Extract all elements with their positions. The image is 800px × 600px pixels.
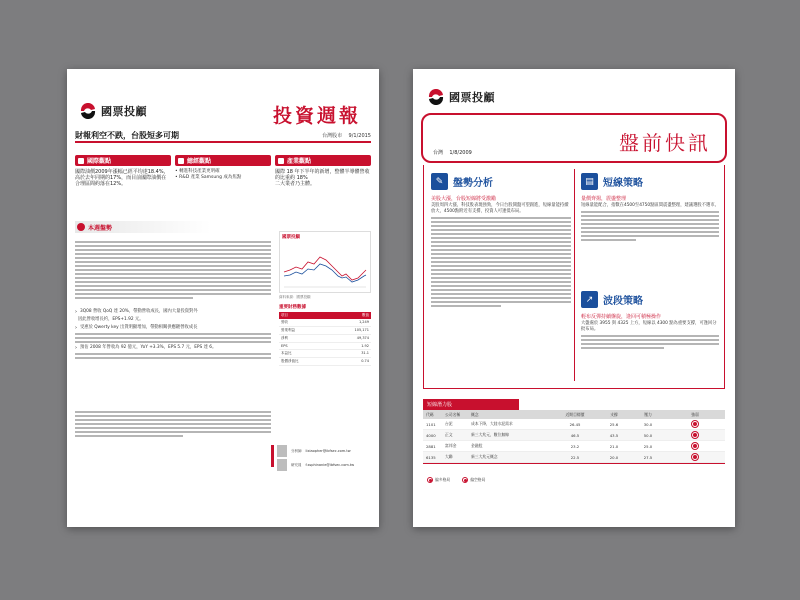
table-row: 股價淨值比 0.74 (279, 358, 371, 366)
report-date: 9/1/2015 (348, 132, 371, 139)
market-label: 台灣股市 (322, 132, 343, 139)
stock-chart (279, 231, 371, 293)
headline-bar (75, 129, 371, 143)
contact-card: 分析師 lixiaopher@ibfsec.com.tw (277, 445, 351, 457)
legend-item: 偏空格局 (462, 477, 485, 483)
news-date: 1/8/2009 (449, 150, 472, 156)
brand-logo (79, 103, 147, 119)
section-extra: 二大業者乃主體。 (275, 181, 316, 187)
strategy-text: 大盤處於 3955 與 4325 上方，短線以 4300 點為重要支撐，可逢回分批布局。 (581, 321, 719, 351)
avatar (277, 445, 287, 457)
bullish-indicator-icon (691, 442, 699, 450)
closing-paragraph (75, 409, 271, 439)
rank-label-tab: 短線潛力股 (423, 399, 519, 410)
table-header: 代碼 公司名稱 概念 近期目標價 支撐 壓力 強弱 (423, 410, 725, 419)
headline-meta (322, 132, 371, 139)
bullet-item: › 受惠於 Qwerty key 出貨明顯增加，帶動相關供應鏈營收成長 (75, 325, 198, 331)
market-label: 台灣 (433, 150, 444, 156)
premarket-news-page (413, 69, 735, 527)
news-title: 盤前快訊 (619, 131, 711, 155)
table-row: 本益比 31.1 (279, 350, 371, 358)
bullish-indicator-icon (691, 453, 699, 461)
report-title: 投資週報 (272, 105, 361, 127)
headline: 財報利空不跌，台股短多可期 (75, 130, 179, 140)
chart-lines (280, 242, 370, 292)
brand-logo-icon (427, 89, 445, 105)
contact-email[interactable]: f.ssphinanie@ibfsec.com.tw (305, 463, 355, 467)
bullet-dot-icon (77, 223, 85, 231)
weekly-paragraph (75, 239, 271, 301)
contact-email[interactable]: lixiaopher@ibfsec.com.tw (305, 449, 351, 453)
section-text: 國際油價2009年漲幅已經平均達18.4%，高於去年同期的17%，而目前國際油價在合理區間約落在12%。 (75, 169, 169, 187)
section-industry (275, 155, 371, 187)
brand-logo (427, 89, 495, 105)
bullish-legend-icon (427, 477, 433, 483)
chart-title: 國票投顧 (282, 235, 300, 240)
strategy-subtitle: 輕布反彈持續盤旋，逢回可積極操作 (581, 314, 662, 320)
tab-square-icon (78, 158, 84, 164)
section-tab: 國際觀點 (75, 155, 171, 166)
section-tab: 產業觀點 (275, 155, 371, 166)
chart-source: 資料來源：國票投顧 (279, 295, 311, 299)
section-text: 國際 18 年下半年的新增，整體半導體營收的比重約 18% (275, 169, 370, 181)
document-icon: ▤ (581, 173, 598, 190)
tab-square-icon (278, 158, 284, 164)
table-row[interactable]: 2881 富邦金 金融股 23.2 21.0 25.0 (423, 441, 725, 452)
table-legend (427, 477, 485, 483)
strategy-subtitle: 量價齊揚，震盪整理 (581, 196, 627, 202)
bullet-item: › 3Q08 營收 QoQ 達 20%，帶動營收成長，國內大量投資對外 (75, 309, 198, 315)
strategy-short-term: ▤ 短線策略 (581, 173, 643, 190)
weekly-bullets (75, 307, 271, 361)
avatar (277, 459, 287, 471)
strategy-text: 短線量能配合，指數在4500至4750點區間震盪整理，建議選股不選市。 (581, 203, 719, 243)
table-row: 營收 1,249 (279, 319, 371, 327)
table-row[interactable]: 1101 台泥 成本下降，大陸水泥需求 26.45 25.6 30.0 (423, 419, 725, 430)
table-title: 重要財務數據 (279, 305, 306, 310)
bullish-indicator-icon (691, 420, 699, 428)
weekly-label-tab: 本週盤勢 (75, 221, 211, 233)
tab-square-icon (178, 158, 184, 164)
contact-accent-bar (271, 445, 274, 467)
table-row[interactable]: 6135 大聯 新三大兆元概念 22.5 20.0 27.5 (423, 452, 725, 463)
table-header: 項目 數值 (281, 313, 369, 317)
trend-icon: ↗ (581, 291, 598, 308)
section-bullet: • 轉進科技產業更明確 (175, 169, 220, 174)
news-meta (433, 149, 472, 156)
financial-table (279, 304, 371, 366)
strategy-subtitle: 美股大漲，台股短線將受激勵 (431, 196, 497, 202)
section-tab: 總經觀點 (175, 155, 271, 166)
section-row (75, 155, 371, 187)
table-row: EPS 1.92 (281, 344, 369, 348)
bullet-item: › 預估 2008 年營收為 92 億元，YoY +3.3%，EPS 5.7 元，EPS 達 6。 (75, 345, 217, 351)
strategy-swing: ↗ 波段策略 (581, 291, 643, 308)
bullet-item: 因此營收增長約，EPS+1.92 元。 (78, 317, 144, 322)
contact-card: 研究員 f.ssphinanie@ibfsec.com.tw (277, 459, 354, 471)
table-row[interactable]: 4000 正文 新三大兆元，數位無線 46.5 43.5 50.0 (423, 430, 725, 441)
pen-icon: ✎ (431, 173, 448, 190)
strategy-market-analysis: ✎ 盤勢分析 (431, 173, 493, 190)
bearish-legend-icon (462, 477, 468, 483)
legend-item: 偏多格局 (427, 477, 450, 483)
brand-name: 國票投顧 (449, 91, 495, 104)
section-international (75, 155, 171, 187)
strategy-text: 美股周四大漲，科技股表現強勁，今日台股開盤可望跟進，短線量能持續放大，4500點附近有支撐，投資人可逢低布局。 (431, 203, 571, 309)
column-divider (574, 169, 575, 381)
brand-logo-icon (79, 103, 97, 119)
table-row: 營業利益 105,171 (279, 327, 371, 335)
table-row: 淨利 49,374 (279, 335, 371, 343)
weekly-report-page (67, 69, 379, 527)
section-bullet: • R&D 產業 Samsung 成為焦點 (175, 175, 242, 180)
section-macro (175, 155, 271, 187)
potential-stocks-table (423, 410, 725, 464)
brand-name: 國票投顧 (101, 105, 147, 118)
bullish-indicator-icon (691, 431, 699, 439)
title-frame (421, 113, 727, 163)
